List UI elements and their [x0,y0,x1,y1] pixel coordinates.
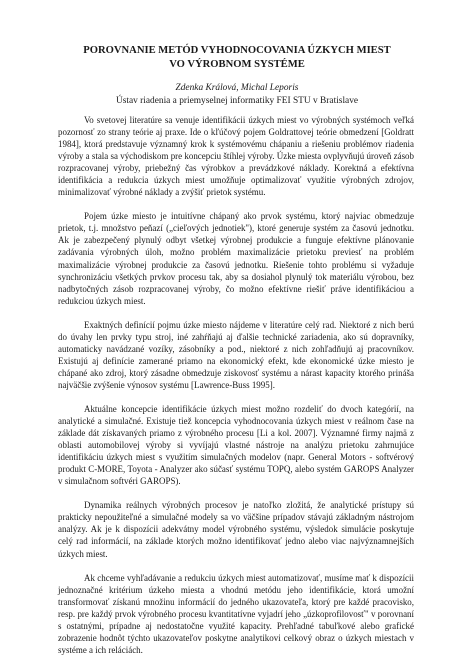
authors: Zdenka Králová, Michal Leporis [175,83,299,93]
paragraph: Dynamika reálnych výrobných procesov je natoľko zložitá, že analytické prístupy sú prakticky nepoužiteľné a simulačné modely sa vo väčšine prípadov stávajú základným nástrojom analýzy. Ak je k dispozícii adekvátny model výrobného systému, výsledok simulácie poskytuje celý rad informácií, na základe ktorých možno identifikovať jedno alebo viac najvýznamnejších úzkych miest. [58,500,414,559]
title-line-2: VO VÝROBNOM SYSTÉME [169,59,305,70]
body-text [58,114,414,668]
paper-title [0,44,474,72]
paragraph: Exaktných definícií pojmu úzke miesto nájdeme v literatúre celý rad. Niektoré z nich berú do úvahy len prvky typu stroj, iné zahŕňajú aj ďalšie technické zariadenia, ako sú dopravníky, automaticky navádzané vozíky, zásobníky a pod., niektoré z nich zohľadňujú aj pracovníkov. Existujú aj definície zamerané priamo na ekonomický efekt, kde ekonomické úzke miesto je chápané ako zdroj, ktorý zásadne obmedzuje ziskovosť systému a nárast kapacity ktorého prináša najväčšie zvýšenie výnosov systému [Lawrence-Buss 1995]. [58,319,414,390]
title-line-1: POROVNANIE METÓD VYHODNOCOVANIA ÚZKYCH MIEST [83,45,391,56]
paragraph: Aktuálne koncepcie identifikácie úzkych miest možno rozdeliť do dvoch kategórií, na analytické a simulačné. Existuje tiež koncepcia vyhodnocovania úzkych miest v reálnom čase na základe dát získavaných priamo z výrobného procesu [Li a kol. 2007]. Významné firmy najmä z oblasti automobilovej výroby si vyvíjajú vlastné nástroje na analýzu prietoku zahrnujúce identifikáciu úzkych miest s využitím simulačných modelov (napr. General Motors - softvérový produkt C-MORE, Toyota - Analyzer ako súčasť systému TOPQ, alebo systém GAROPS Analyzer v simulačnom softvéri GAROPS). [58,403,414,487]
affiliation: Ústav riadenia a priemyselnej informatiky FEI STU v Bratislave [115,96,359,106]
paragraph: Pojem úzke miesto je intuitívne chápaný ako prvok systému, ktorý najviac obmedzuje prietok, t.j. množstvo peňazí („cieľových jednotiek"), ktoré generuje systém za časovú jednotku. Ak je zabezpečený plynulý odbyt všetkej výrobnej produkcie a funguje efektívne plánovanie zadávania výrobných úloh, možno problém maximalizácie prietoku previesť na problém maximalizácie výrobnej produkcie za časovú jednotku. Riešenie tohto problému si vyžaduje synchronizáciu všetkých prvkov procesu tak, aby sa dosiahol plynulý tok materiálu výrobou, bez nadbytočných zásob rozpracovanej výroby, čo možno efektívne riešiť práve identifikáciou a redukciou úzkych miest. [58,211,414,306]
paragraph: Vo svetovej literatúre sa venuje identifikácii úzkych miest vo výrobných systémoch veľká pozornosť zo strany teórie aj praxe. Ide o kľúčový pojem Goldrattovej teórie obmedzení [Goldratt 1984], ktorá predstavuje významný krok k systémovému chápaniu a riešeniu problémov riadenia výroby a stala sa východiskom pre koncepciu štíhlej výroby. Úzke miesta ovplyvňujú úroveň zásob rozpracovanej výroby, priebežný čas výrobkov a prevádzkové náklady. Korektná a efektívna identifikácia a redukcia úzkych miest umožňuje optimalizovať využitie výrobných zdrojov, minimalizovať výrobné náklady a zvýšiť prietok systému. [58,115,414,198]
paragraph: Ak chceme vyhľadávanie a redukciu úzkych miest automatizovať, musíme mať k dispozícii jednoznačné kritérium úzkeho miesta a vhodnú metódu jeho identifikácie, ktorá umožní transformovať získanú množinu informácií do jedného ukazovateľa, ktorý pre každé pracovisko, resp. pre každý prvok výrobného procesu kvantitatívne vyjadrí jeho „úzkoprofilovosť" v porovnaní s ostatnými, prípadne aj nedostatočne využité kapacity. Prehľadné tabuľkové alebo grafické zobrazenie hodnôt týchto ukazovateľov poskytne analytikovi celkový obraz o úzkych miestach v systéme a ich reláciách. [58,572,414,655]
